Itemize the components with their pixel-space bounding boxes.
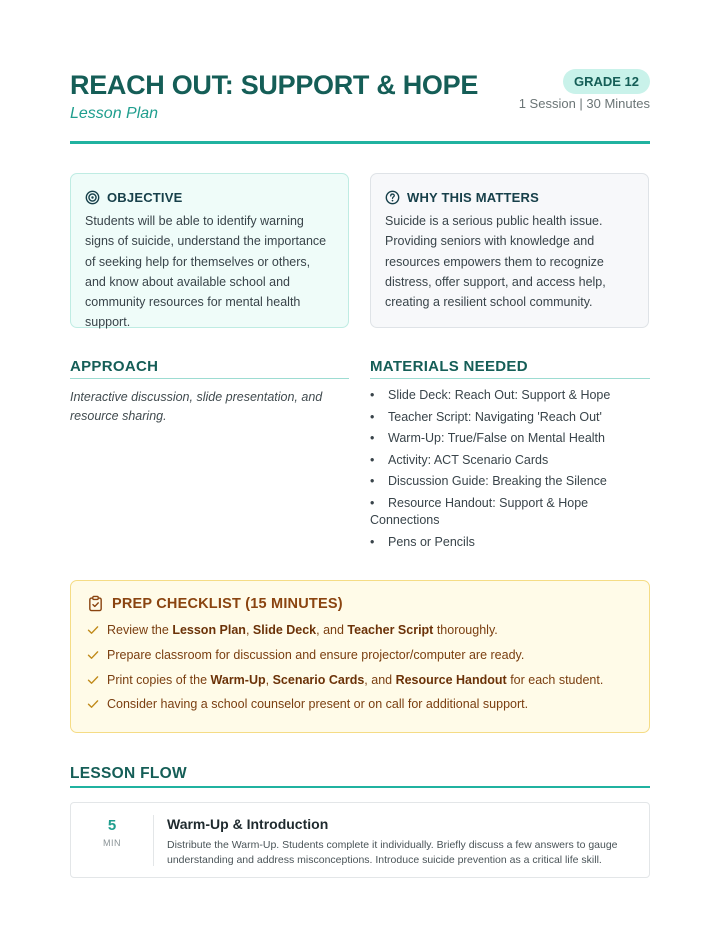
list-item [370, 387, 650, 405]
flow-step-duration [71, 817, 153, 848]
grade-badge: GRADE 12 [563, 69, 650, 94]
objective-card [70, 173, 349, 328]
list-item [370, 473, 650, 491]
approach-text: Interactive discussion, slide presentation, and resource sharing. [70, 390, 323, 423]
why-heading: WHY THIS MATTERS [407, 190, 539, 205]
bullet: • [370, 534, 375, 549]
page-title: REACH OUT: SUPPORT & HOPE [70, 70, 479, 100]
list-item [370, 409, 650, 427]
material-text: Activity: ACT Scenario Cards [388, 452, 549, 467]
check-icon [87, 624, 99, 636]
list-item [370, 452, 650, 470]
flow-step-title: Warm-Up & Introduction [167, 816, 329, 832]
lesson-plan-page [70, 0, 650, 866]
prep-checklist-card [70, 580, 650, 733]
target-icon [85, 190, 100, 205]
why-text: Suicide is a serious public health issue. Providing seniors with knowledge and resources empowers them to recognize distress, offer support, and access help, creating a resilient school community. [385, 214, 606, 310]
bullet: • [370, 431, 375, 445]
header [70, 0, 650, 145]
flow-step-description: Distribute the Warm-Up. Students complete it individually. Briefly discuss a few answers to gauge understanding and address misconceptions. Introduce suicide prevention as a critical life skill. [167, 839, 618, 866]
clipboard-check-icon [87, 595, 104, 612]
header-divider [70, 141, 650, 144]
material-text: Discussion Guide: Breaking the Silence [388, 474, 607, 488]
prep-heading-row [87, 595, 633, 612]
approach-divider [70, 378, 349, 379]
duration-unit: MIN [103, 838, 121, 848]
check-icon [87, 649, 99, 661]
approach-heading: APPROACH [70, 358, 159, 375]
material-text: Resource Handout: Support & Hope Connections [370, 495, 589, 527]
material-text: Teacher Script: Navigating 'Reach Out' [388, 409, 602, 424]
bullet: • [370, 452, 375, 467]
question-circle-icon [385, 190, 400, 205]
check-icon [87, 698, 99, 710]
why-heading-row [385, 190, 634, 205]
checklist-text: Prepare classroom for discussion and ensure projector/computer are ready. [107, 647, 525, 662]
list-item [370, 430, 650, 448]
check-icon [87, 674, 99, 686]
lesson-flow-divider [70, 786, 650, 788]
checklist-text: Review the Lesson Plan, Slide Deck, and Teacher Script thoroughly. [107, 623, 498, 637]
objective-text: Students will be able to identify warning signs of suicide, understand the importance of seeking help for themselves or others, and know about available school and community resources for mental health support. [85, 214, 327, 330]
objective-heading: OBJECTIVE [107, 190, 183, 205]
list-item [370, 495, 650, 530]
prep-heading: PREP CHECKLIST (15 MINUTES) [112, 595, 343, 612]
lesson-flow-heading: LESSON FLOW [70, 765, 187, 782]
bullet: • [370, 495, 375, 510]
prep-list [87, 622, 633, 712]
bullet: • [370, 388, 375, 402]
why-this-matters-card [370, 173, 649, 328]
flow-step-card [70, 802, 650, 878]
session-info: 1 Session | 30 Minutes [518, 96, 650, 111]
material-text: Pens or Pencils [388, 534, 475, 549]
material-text: Slide Deck: Reach Out: Support & Hope [388, 388, 611, 402]
material-text: Warm-Up: True/False on Mental Health [388, 431, 605, 445]
checklist-item [87, 647, 633, 663]
list-item [370, 534, 650, 552]
checklist-item [87, 672, 633, 688]
flow-step-divider [153, 815, 154, 866]
materials-heading: MATERIALS NEEDED [370, 358, 528, 375]
duration-value: 5 [107, 817, 117, 834]
bullet: • [370, 409, 375, 424]
bullet: • [370, 474, 375, 488]
objective-heading-row [85, 190, 334, 205]
checklist-text: Print copies of the Warm-Up, Scenario Cards, and Resource Handout for each student. [107, 672, 604, 687]
checklist-text: Consider having a school counselor present or on call for additional support. [107, 697, 529, 712]
checklist-item [87, 696, 633, 712]
checklist-item [87, 622, 633, 638]
materials-list [370, 387, 650, 555]
page-subtitle: Lesson Plan [70, 105, 159, 122]
materials-divider [370, 378, 650, 379]
